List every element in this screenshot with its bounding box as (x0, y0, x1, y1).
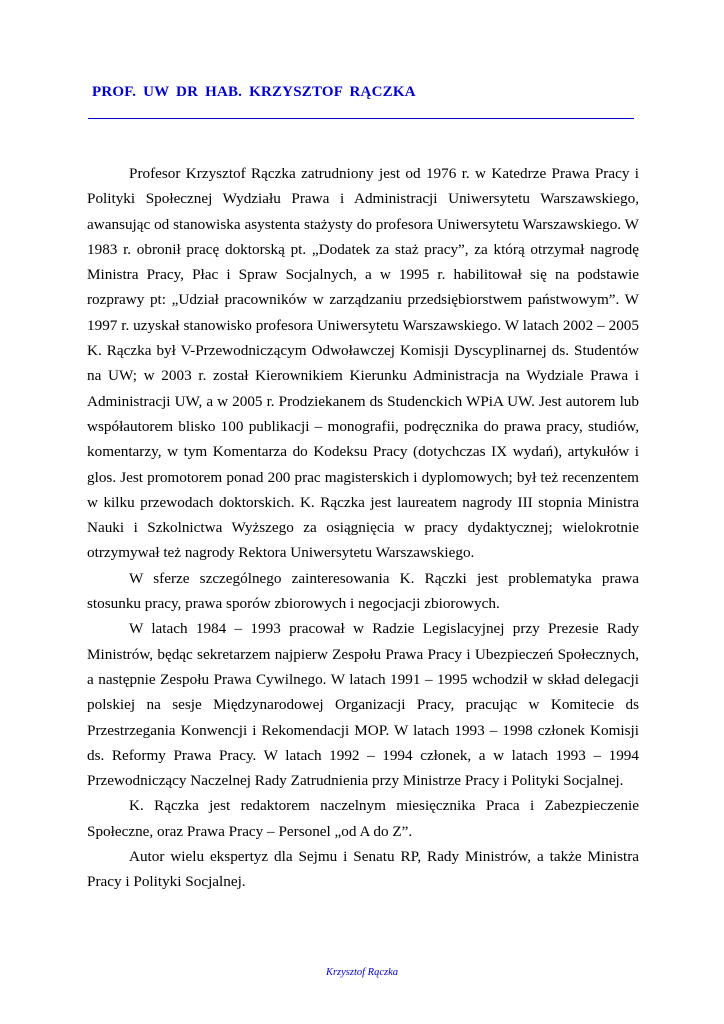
paragraph-interests: W sferze szczególnego zainteresowania K. Rączki jest problematyka prawa stosunku pracy, prawa sporów zbiorowych i negocjacji zbiorowych. (87, 569, 639, 613)
paragraph-biography: Profesor Krzysztof Rączka zatrudniony jest od 1976 r. w Katedrze Prawa Pracy i Polityki Społecznej Wydziału Prawa i Administracji Uniwersytetu Warszawskiego, awansując od stanowiska asystenta stażysty do profesora Uniwersytetu Warszawskiego. W 1983 r. obronił pracę doktorską pt. „Dodatek za staż pracy”, za którą otrzymał nagrodę Ministra Pracy, Płac i Spraw Socjalnych, a w 1995 r. habilitował się na podstawie rozprawy pt: „Udział pracowników w zarządzaniu przedsiębiorstwem państwowym”. W 1997 r. uzyskał stanowisko profesora Uniwersytetu Warszawskiego. W latach 2002 – 2005 K. Rączka był V-Przewodniczącym Odwoławczej Komisji Dyscyplinarnej ds. Studentów na UW; w 2003 r. został Kierownikiem Kierunku Administracja na Wydziale Prawa i Administracji UW, a w 2005 r. Prodziekanem ds Studenckich WPiA UW. Jest autorem lub współautorem blisko 100 publikacji – monografii, podręcznika do prawa pracy, studiów, komentarzy, w tym Komentarza do Kodeksu Pracy (dotychczas IX wydań), artykułów i glos. Jest promotorem ponad 200 prac magisterskich i dyplomowych; był też recenzentem w kilku przewodach doktorskich. K. Rączka jest laureatem nagrody III stopnia Ministra Nauki i Szkolnictwa Wyższego za osiągnięcia w pracy dydaktycznej; wielokrotnie otrzymywał też nagrody Rektora Uniwersytetu Warszawskiego. (87, 165, 639, 562)
paragraph-legislative-work: W latach 1984 – 1993 pracował w Radzie Legislacyjnej przy Prezesie Rady Ministrów, będąc sekretarzem najpierw Zespołu Prawa Pracy i Ubezpieczeń Społecznych, a następnie Zespołu Prawa Cywilnego. W latach 1991 – 1995 wchodził w skład delegacji polskiej na sesje Międzynarodowej Organizacji Pracy, pracując w Komitecie ds Przestrzegania Konwencji i Rekomendacji MOP. W latach 1993 – 1998 członek Komisji ds. Reformy Prawa Pracy. W latach 1992 – 1994 członek, a w latach 1993 – 1994 Przewodniczący Naczelnej Rady Zatrudnienia przy Ministrze Pracy i Polityki Socjalnej. (87, 620, 639, 790)
title-underline-divider (88, 118, 634, 119)
page-title: PROF. UW DR HAB. KRZYSZTOF RĄCZKA (92, 84, 416, 100)
document-body (87, 161, 639, 895)
paragraph-expertise: Autor wielu ekspertyz dla Sejmu i Senatu RP, Rady Ministrów, a także Ministra Pracy i Polityki Socjalnej. (87, 848, 639, 891)
paragraph-editorial: K. Rączka jest redaktorem naczelnym miesięcznika Praca i Zabezpieczenie Społeczne, oraz Prawa Pracy – Personel „od A do Z”. (87, 797, 639, 840)
page-footer: Krzysztof Rączka (325, 967, 399, 978)
